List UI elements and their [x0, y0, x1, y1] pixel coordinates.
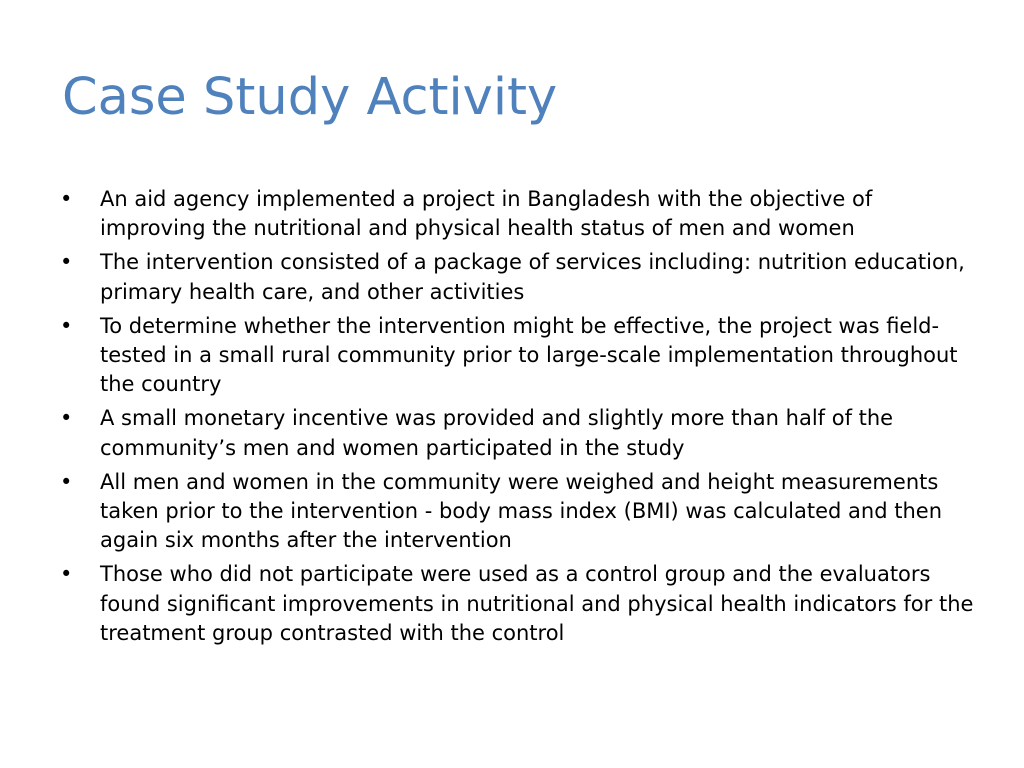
list-item [60, 560, 980, 648]
bullet-text: The intervention consisted of a package of services including: nutrition education, primary health care, and other activities [100, 250, 965, 304]
bullet-icon: • [60, 469, 73, 494]
bullet-text: An aid agency implemented a project in Bangladesh with the objective of improving the nutritional and physical health status of men and women [100, 187, 873, 241]
list-item [60, 248, 980, 306]
bullet-icon: • [60, 406, 73, 431]
bullet-text: A small monetary incentive was provided and slightly more than half of the community’s men and women participated in the study [100, 406, 894, 460]
bullet-icon: • [60, 313, 73, 338]
list-item [60, 468, 980, 556]
bullet-icon: • [60, 187, 73, 211]
bullet-icon: • [60, 250, 73, 275]
bullet-text: To determine whether the intervention might be effective, the project was field-tested in a small rural community prior to large-scale implementation throughout the country [100, 313, 958, 397]
slide-title: Case Study Activity [62, 68, 558, 127]
bullet-text: Those who did not participate were used as a control group and the evaluators found significant improvements in nutritional and physical health indicators for the treatment group contrasted with the control [100, 562, 974, 645]
list-item [60, 185, 980, 243]
list-item [60, 404, 980, 462]
bullet-text: All men and women in the community were weighed and height measurements taken prior to the intervention - body mass index (BMI) was calculated and then again six months after the intervention [100, 469, 942, 553]
bullet-icon: • [60, 562, 73, 587]
list-item [60, 312, 980, 400]
bullet-list [60, 185, 980, 653]
